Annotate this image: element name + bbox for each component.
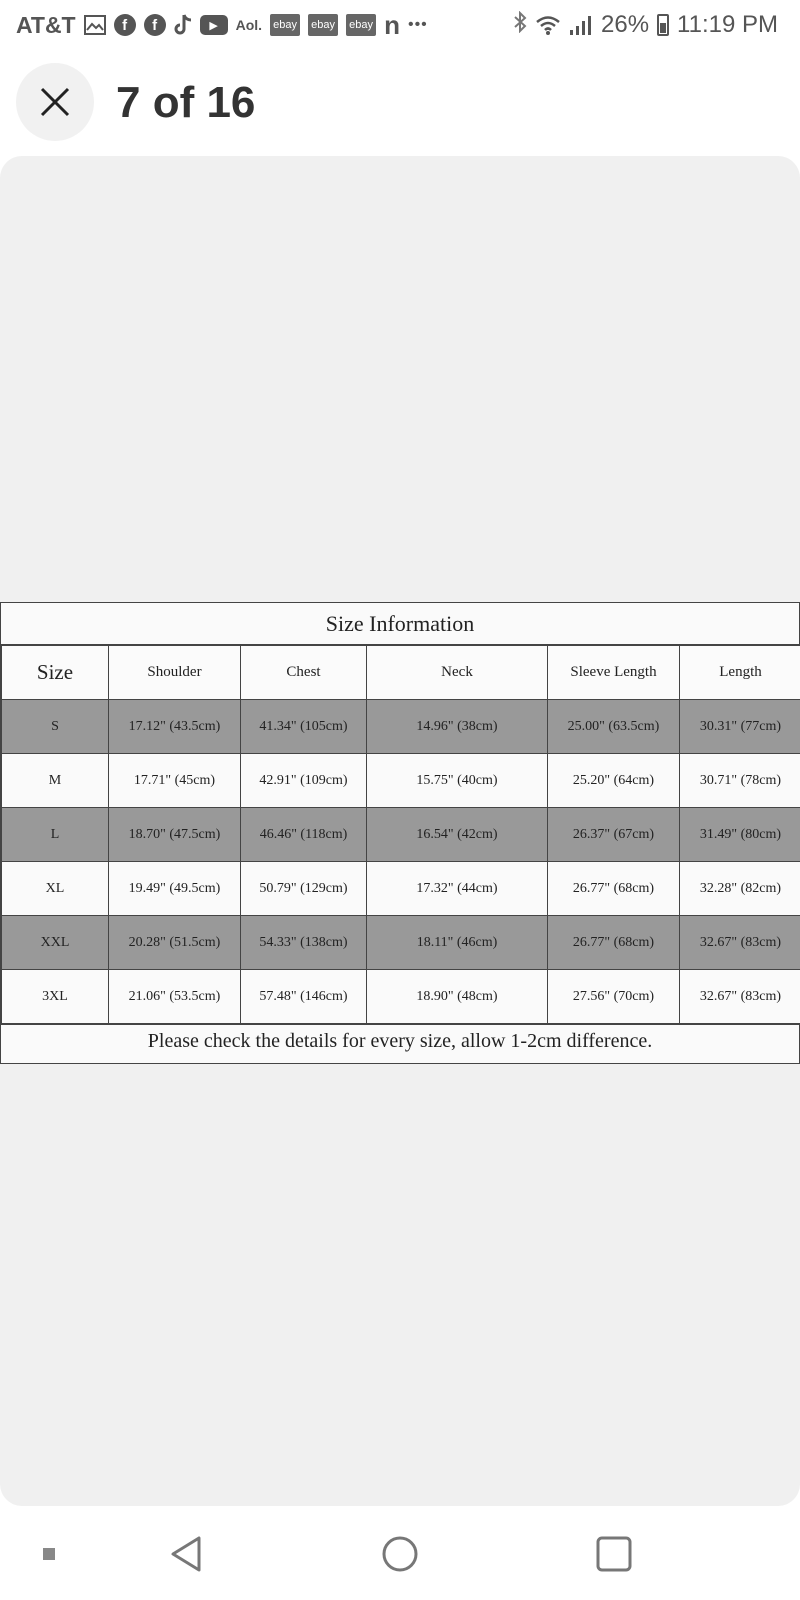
table-row: [2, 916, 800, 970]
home-button[interactable]: [378, 1532, 422, 1576]
table-cell: 17.32" (44cm): [367, 862, 548, 916]
column-header-size: Size: [2, 646, 109, 700]
column-header-length: Length: [680, 646, 800, 700]
table-cell: 18.90" (48cm): [367, 970, 548, 1024]
back-triangle-icon: [170, 1535, 202, 1573]
table-cell: 26.77" (68cm): [548, 862, 680, 916]
table-cell: 54.33" (138cm): [241, 916, 367, 970]
recents-square-icon: [42, 1547, 56, 1561]
table-cell: 50.79" (129cm): [241, 862, 367, 916]
ebay-icon-2: ebay: [308, 14, 338, 36]
table-cell: 27.56" (70cm): [548, 970, 680, 1024]
size-table: [1, 645, 800, 1024]
home-circle-icon: [381, 1535, 419, 1573]
column-header-sleeve-length: Sleeve Length: [548, 646, 680, 700]
table-cell: 30.31" (77cm): [680, 700, 800, 754]
column-header-chest: Chest: [241, 646, 367, 700]
size-cell: M: [2, 754, 109, 808]
gallery-icon: [84, 15, 106, 35]
size-chart-title: Size Information: [1, 603, 799, 645]
image-viewer[interactable]: [0, 156, 800, 1506]
size-cell: 3XL: [2, 970, 109, 1024]
table-cell: 26.77" (68cm): [548, 916, 680, 970]
table-cell: 41.34" (105cm): [241, 700, 367, 754]
table-cell: 20.28" (51.5cm): [109, 916, 241, 970]
table-cell: 26.37" (67cm): [548, 808, 680, 862]
table-cell: 30.71" (78cm): [680, 754, 800, 808]
column-header-shoulder: Shoulder: [109, 646, 241, 700]
status-right: [513, 0, 778, 50]
table-cell: 42.91" (109cm): [241, 754, 367, 808]
size-chart-image: [0, 602, 800, 1064]
table-row: [2, 754, 800, 808]
ebay-icon-3: ebay: [346, 14, 376, 36]
table-cell: 25.20" (64cm): [548, 754, 680, 808]
aol-icon: Aol.: [235, 17, 263, 33]
table-cell: 32.28" (82cm): [680, 862, 800, 916]
system-nav-bar: [0, 1506, 800, 1600]
size-cell: S: [2, 700, 109, 754]
close-button[interactable]: [16, 63, 94, 141]
table-cell: 19.49" (49.5cm): [109, 862, 241, 916]
close-icon: [38, 85, 72, 119]
table-cell: 32.67" (83cm): [680, 916, 800, 970]
table-row: [2, 808, 800, 862]
size-chart-note: Please check the details for every size, allow 1-2cm difference.: [1, 1024, 799, 1058]
table-cell: 14.96" (38cm): [367, 700, 548, 754]
table-cell: 31.49" (80cm): [680, 808, 800, 862]
status-left: [16, 12, 428, 39]
table-row: [2, 970, 800, 1024]
table-cell: 57.48" (146cm): [241, 970, 367, 1024]
battery-percent: 26%: [601, 11, 650, 38]
back-button[interactable]: [166, 1532, 206, 1576]
table-cell: 21.06" (53.5cm): [109, 970, 241, 1024]
youtube-icon: ▶: [200, 15, 228, 35]
clock: 11:19 PM: [677, 11, 778, 38]
tiktok-icon: [174, 14, 192, 36]
signal-icon: [569, 14, 593, 36]
table-cell: 46.46" (118cm): [241, 808, 367, 862]
recent-apps-button[interactable]: [36, 1532, 62, 1576]
table-cell: 18.11" (46cm): [367, 916, 548, 970]
table-header-row: [2, 646, 800, 700]
table-cell: 32.67" (83cm): [680, 970, 800, 1024]
app-n-icon: n: [384, 10, 400, 40]
table-cell: 17.12" (43.5cm): [109, 700, 241, 754]
size-cell: L: [2, 808, 109, 862]
overview-button[interactable]: [592, 1532, 636, 1576]
battery-icon: [657, 14, 669, 36]
table-row: [2, 700, 800, 754]
more-notifications-icon: •••: [407, 16, 428, 33]
bluetooth-icon: [513, 11, 527, 39]
size-cell: XL: [2, 862, 109, 916]
size-cell: XXL: [2, 916, 109, 970]
wifi-icon: [535, 14, 561, 36]
status-bar: [0, 0, 800, 50]
table-cell: 16.54" (42cm): [367, 808, 548, 862]
facebook-icon-2: f: [144, 14, 166, 36]
table-cell: 15.75" (40cm): [367, 754, 548, 808]
viewer-header: [0, 58, 800, 144]
ebay-icon: ebay: [270, 14, 300, 36]
overview-square-icon: [596, 1536, 632, 1572]
table-cell: 18.70" (47.5cm): [109, 808, 241, 862]
facebook-icon: f: [114, 14, 136, 36]
image-counter: 7 of 16: [116, 78, 256, 127]
carrier-label: AT&T: [16, 11, 76, 38]
table-cell: 17.71" (45cm): [109, 754, 241, 808]
column-header-neck: Neck: [367, 646, 548, 700]
table-row: [2, 862, 800, 916]
table-cell: 25.00" (63.5cm): [548, 700, 680, 754]
